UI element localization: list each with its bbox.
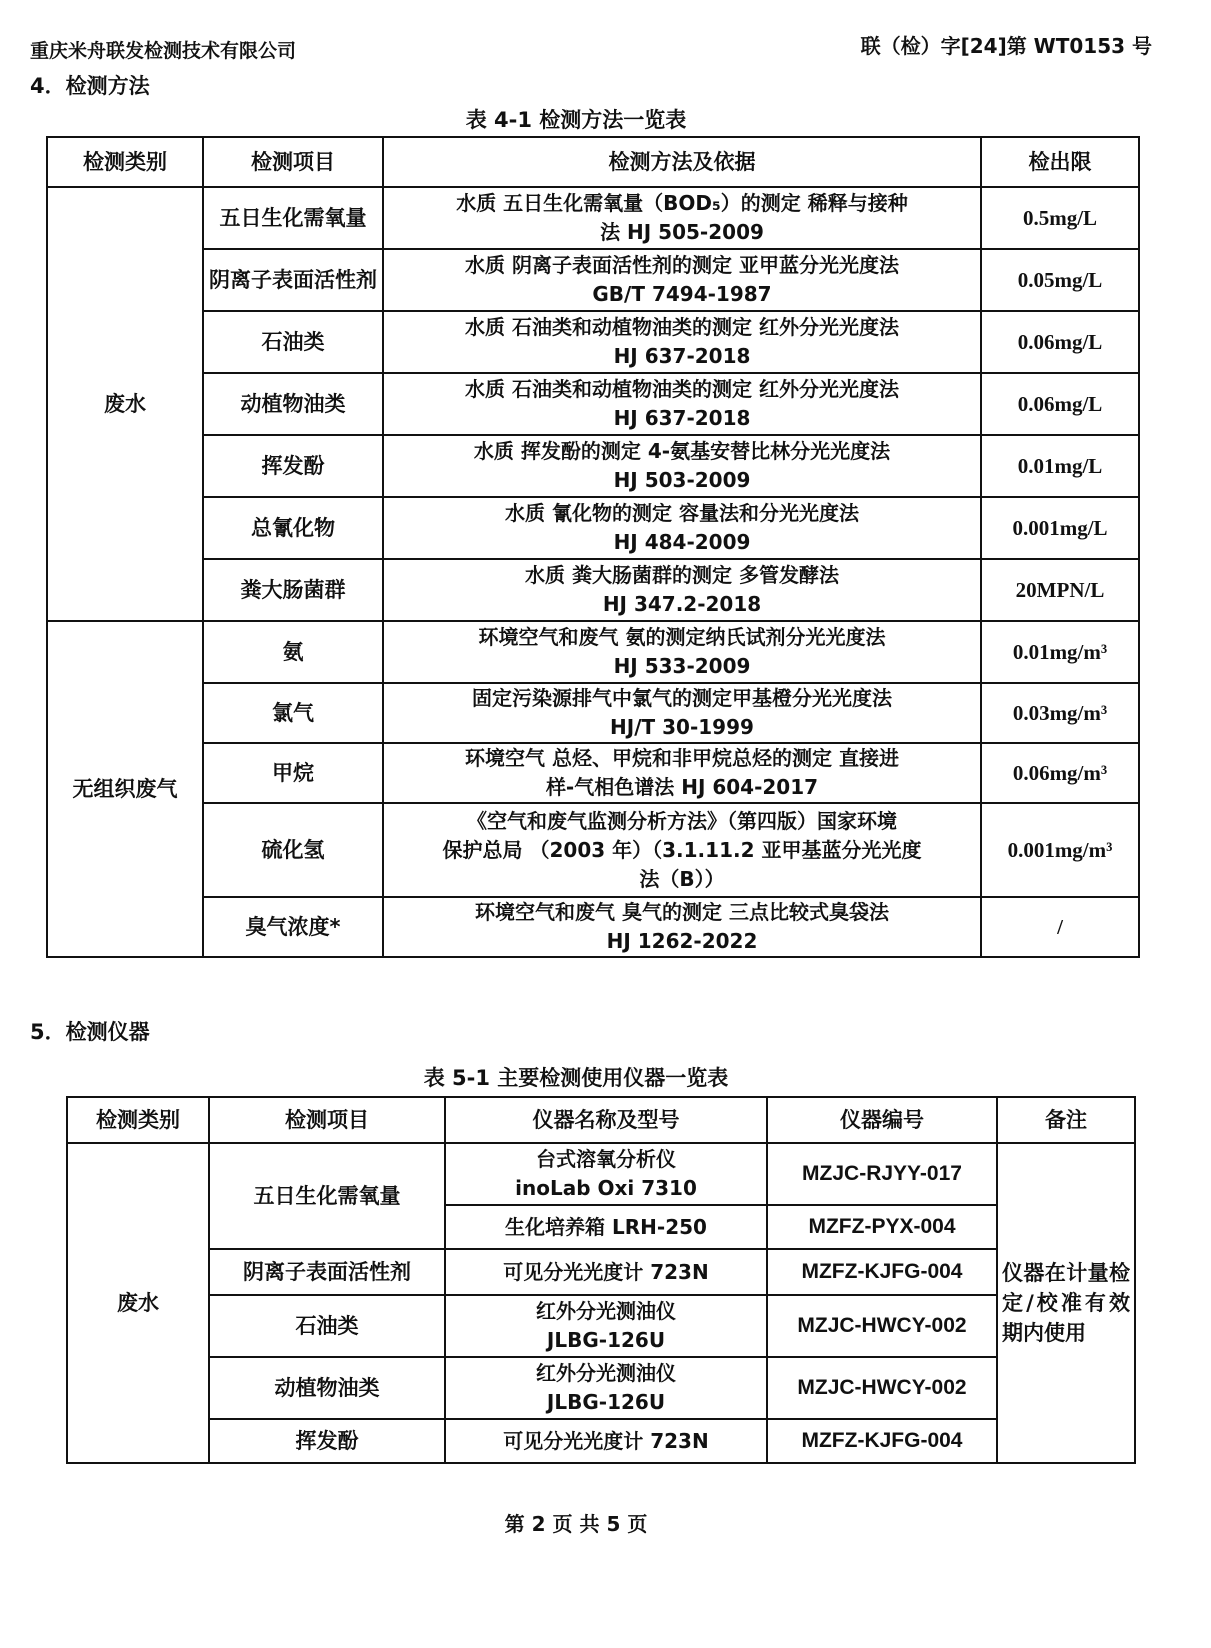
item-cell: 五日生化需氧量 (209, 1143, 445, 1249)
table-row (67, 1419, 1135, 1463)
table-row (67, 1357, 1135, 1419)
method-line: 固定污染源排气中氯气的测定甲基橙分光光度法 (472, 686, 892, 710)
method-cell (383, 373, 981, 435)
category-cell: 无组织废气 (47, 621, 203, 957)
report-number: 联（检）字[24]第 WT0153 号 (860, 34, 1152, 58)
table-row (47, 897, 1139, 957)
methods-table-header (47, 137, 1139, 187)
instruments-table-header (67, 1097, 1135, 1143)
limit-cell: 0.06mg/L (981, 311, 1139, 373)
item-cell: 阴离子表面活性剂 (209, 1249, 445, 1295)
item-cell: 挥发酚 (203, 435, 383, 497)
instrument-cell: 生化培养箱 LRH-250 (445, 1205, 767, 1249)
table-row (47, 373, 1139, 435)
table-row (47, 683, 1139, 743)
page-number: 第 2 页 共 5 页 (504, 1512, 648, 1536)
limit-cell: 0.5mg/L (981, 187, 1139, 249)
method-cell (383, 683, 981, 743)
method-line: 水质 石油类和动植物油类的测定 红外分光光度法 (465, 377, 899, 401)
limit-cell: 0.03mg/m³ (981, 683, 1139, 743)
method-line: 水质 五日生化需氧量（BOD₅）的测定 稀释与接种 (456, 191, 908, 215)
method-line: HJ 503-2009 (613, 468, 751, 492)
instrument-cell (445, 1295, 767, 1357)
item-cell: 五日生化需氧量 (203, 187, 383, 249)
item-cell: 氨 (203, 621, 383, 683)
table-row (47, 743, 1139, 803)
method-cell (383, 743, 981, 803)
method-line: 环境空气 总烃、甲烷和非甲烷总烃的测定 直接进 (465, 746, 899, 770)
method-line: 水质 粪大肠菌群的测定 多管发酵法 (525, 563, 839, 587)
table-4-1-caption: 表 4-1 检测方法一览表 (465, 108, 687, 132)
section-5-title: 5．检测仪器 (30, 1020, 150, 1044)
method-line: GB/T 7494-1987 (592, 282, 772, 306)
method-line: HJ 1262-2022 (606, 929, 758, 953)
method-line: 环境空气和废气 臭气的测定 三点比较式臭袋法 (475, 900, 889, 924)
limit-cell: / (981, 897, 1139, 957)
method-line: 水质 石油类和动植物油类的测定 红外分光光度法 (465, 315, 899, 339)
col-header-method: 检测方法及依据 (383, 137, 981, 187)
item-cell: 动植物油类 (203, 373, 383, 435)
col-header-item: 检测项目 (209, 1097, 445, 1143)
method-cell (383, 621, 981, 683)
col-header-instrument: 仪器名称及型号 (445, 1097, 767, 1143)
instrument-model: inoLab Oxi 7310 (515, 1176, 697, 1200)
limit-cell: 20MPN/L (981, 559, 1139, 621)
table-row (67, 1295, 1135, 1357)
method-line: HJ 347.2-2018 (602, 592, 762, 616)
instrument-no-cell: MZFZ-KJFG-004 (767, 1419, 997, 1463)
table-row (47, 435, 1139, 497)
method-cell (383, 249, 981, 311)
limit-cell: 0.06mg/m³ (981, 743, 1139, 803)
method-line: HJ 484-2009 (613, 530, 751, 554)
instrument-cell (445, 1143, 767, 1205)
method-line: 水质 氰化物的测定 容量法和分光光度法 (505, 501, 859, 525)
item-cell: 臭气浓度* (203, 897, 383, 957)
instrument-name: 台式溶氧分析仪 (536, 1147, 676, 1171)
method-cell (383, 435, 981, 497)
method-cell (383, 497, 981, 559)
method-line: 法 HJ 505-2009 (600, 220, 764, 244)
col-header-limit: 检出限 (981, 137, 1139, 187)
method-cell (383, 803, 981, 897)
instrument-model: JLBG-126U (546, 1390, 666, 1414)
instrument-no-cell: MZJC-HWCY-002 (767, 1295, 997, 1357)
methods-table (46, 136, 1140, 958)
col-header-item: 检测项目 (203, 137, 383, 187)
method-cell (383, 897, 981, 957)
col-header-category: 检测类别 (47, 137, 203, 187)
limit-cell: 0.01mg/m³ (981, 621, 1139, 683)
method-line: 法（B）） (639, 866, 725, 891)
instrument-name: 红外分光测油仪 (536, 1361, 676, 1385)
table-5-1-caption: 表 5-1 主要检测使用仪器一览表 (423, 1066, 729, 1090)
table-row (47, 559, 1139, 621)
table-row (67, 1143, 1135, 1205)
method-line: 《空气和废气监测分析方法》（第四版）国家环境 (467, 808, 897, 833)
instrument-no-cell: MZFZ-PYX-004 (767, 1205, 997, 1249)
method-line: HJ/T 30-1999 (610, 715, 754, 739)
table-row (47, 621, 1139, 683)
instrument-name: 红外分光测油仪 (536, 1299, 676, 1323)
remark-text: 仪器在计量检定/校准有效期内使用 (1002, 1261, 1130, 1345)
item-cell: 硫化氢 (203, 803, 383, 897)
methods-table-body (47, 187, 1139, 957)
method-line: 环境空气和废气 氨的测定纳氏试剂分光光度法 (478, 625, 886, 649)
item-cell: 阴离子表面活性剂 (203, 249, 383, 311)
instrument-cell (445, 1357, 767, 1419)
method-line: 样-气相色谱法 HJ 604-2017 (545, 775, 819, 799)
table-row (47, 497, 1139, 559)
instrument-no-cell: MZFZ-KJFG-004 (767, 1249, 997, 1295)
limit-cell: 0.001mg/m³ (981, 803, 1139, 897)
method-cell (383, 559, 981, 621)
table-row (47, 187, 1139, 249)
table-row (47, 249, 1139, 311)
instrument-model: JLBG-126U (546, 1328, 666, 1352)
instrument-cell: 可见分光光度计 723N (445, 1249, 767, 1295)
limit-cell: 0.01mg/L (981, 435, 1139, 497)
instrument-no-cell: MZJC-RJYY-017 (767, 1143, 997, 1205)
method-line: HJ 637-2018 (613, 406, 751, 430)
table-row (67, 1249, 1135, 1295)
method-line: HJ 637-2018 (613, 344, 751, 368)
instrument-cell: 可见分光光度计 723N (445, 1419, 767, 1463)
item-cell: 石油类 (203, 311, 383, 373)
instruments-table (66, 1096, 1136, 1464)
table-row (47, 311, 1139, 373)
method-line: HJ 533-2009 (613, 654, 751, 678)
table-row (47, 803, 1139, 897)
method-cell (383, 187, 981, 249)
item-cell: 氯气 (203, 683, 383, 743)
col-header-category: 检测类别 (67, 1097, 209, 1143)
col-header-instrument-no: 仪器编号 (767, 1097, 997, 1143)
section-4-title: 4．检测方法 (30, 74, 150, 98)
limit-cell: 0.06mg/L (981, 373, 1139, 435)
item-cell: 总氰化物 (203, 497, 383, 559)
category-cell: 废水 (67, 1143, 209, 1463)
item-cell: 动植物油类 (209, 1357, 445, 1419)
method-line: 水质 阴离子表面活性剂的测定 亚甲蓝分光光度法 (465, 253, 899, 277)
instrument-no-cell: MZJC-HWCY-002 (767, 1357, 997, 1419)
remark-cell (997, 1143, 1135, 1463)
company-name: 重庆米舟联发检测技术有限公司 (30, 40, 297, 62)
method-line: 保护总局 （2003 年）（3.1.11.2 亚甲基蓝分光光度 (442, 837, 922, 862)
method-line: 水质 挥发酚的测定 4-氨基安替比林分光光度法 (473, 439, 891, 463)
limit-cell: 0.001mg/L (981, 497, 1139, 559)
col-header-remark: 备注 (997, 1097, 1135, 1143)
item-cell: 粪大肠菌群 (203, 559, 383, 621)
item-cell: 石油类 (209, 1295, 445, 1357)
category-cell: 废水 (47, 187, 203, 621)
method-cell (383, 311, 981, 373)
limit-cell: 0.05mg/L (981, 249, 1139, 311)
item-cell: 甲烷 (203, 743, 383, 803)
item-cell: 挥发酚 (209, 1419, 445, 1463)
